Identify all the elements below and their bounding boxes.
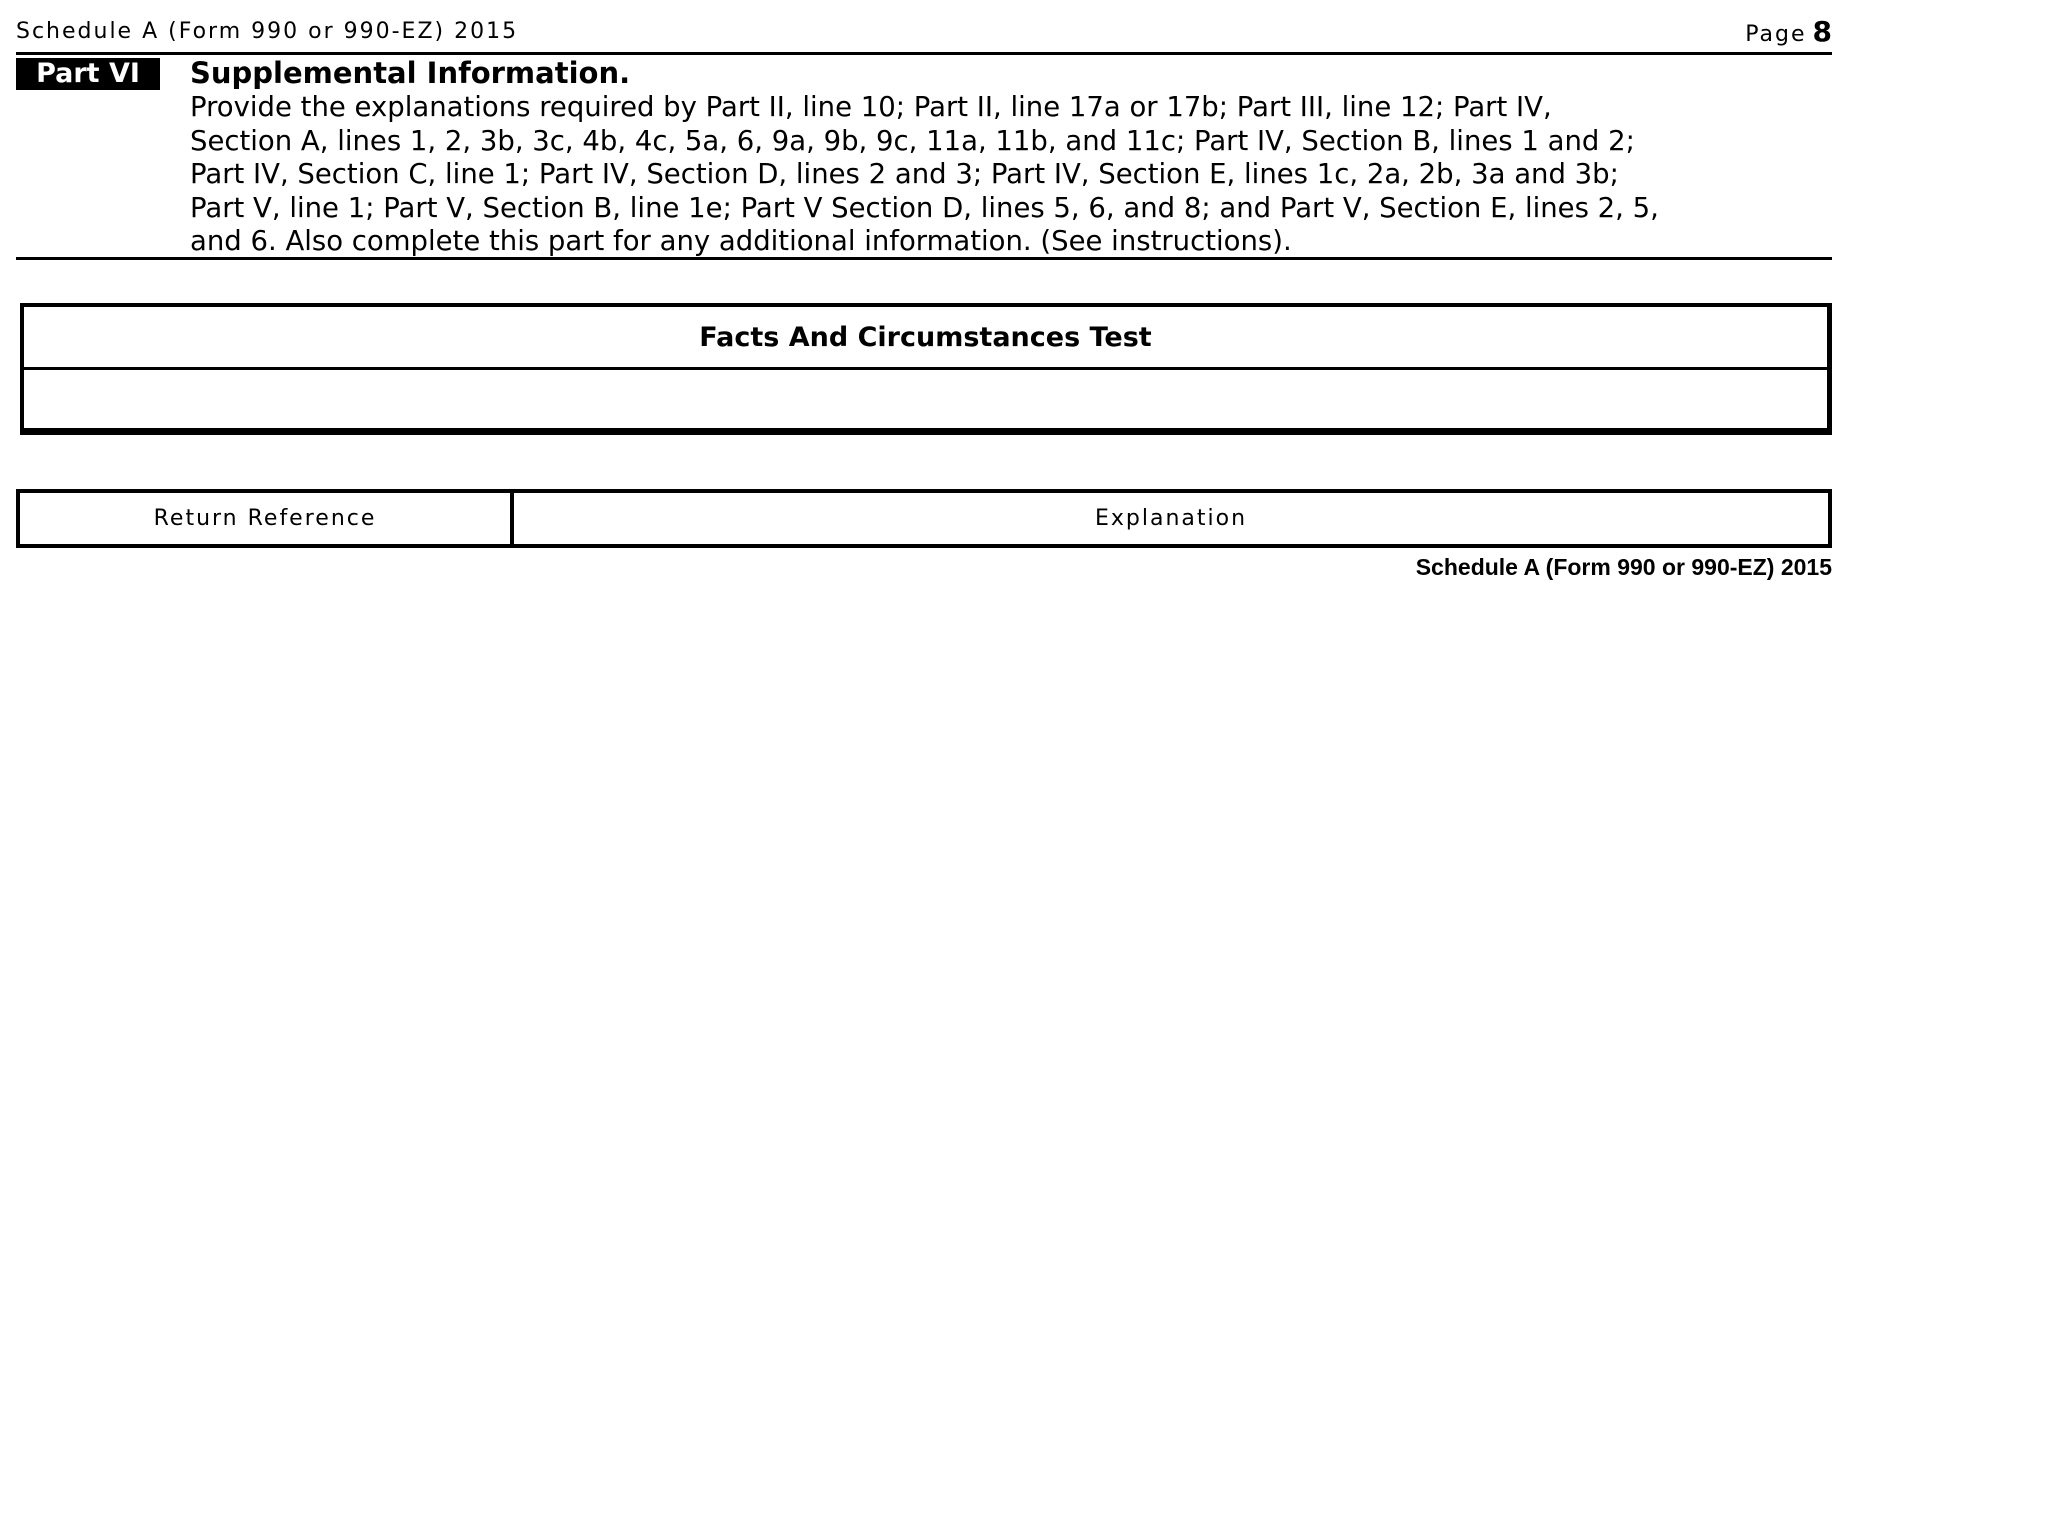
section-rule <box>16 257 1832 260</box>
form-footer-title: Schedule A (Form 990 or 990-EZ) 2015 <box>1415 554 1832 580</box>
facts-box-title: Facts And Circumstances Test <box>699 322 1152 353</box>
instruction-line: and 6. Also complete this part for any additional information. (See instructions). <box>190 225 1292 257</box>
page-indicator <box>1740 15 1832 50</box>
page-number: 8 <box>1812 15 1832 48</box>
form-header-title: Schedule A (Form 990 or 990-EZ) 2015 <box>16 19 519 44</box>
facts-circumstances-box <box>20 303 1832 435</box>
facts-box-body <box>24 370 1827 428</box>
instruction-line: Section A, lines 1, 2, 3b, 3c, 4b, 4c, 5a, 6, 9a, 9b, 9c, 11a, 11b, and 11c; Part IV, Section B, lines 1 and 2; <box>190 124 1635 157</box>
part-title: Supplemental Information. <box>190 56 631 90</box>
instruction-line: Part IV, Section C, line 1; Part IV, Section D, lines 2 and 3; Part IV, Section E, lines 1c, 2a, 2b, 3a and 3b; <box>190 158 1619 190</box>
instruction-line: Provide the explanations required by Part II, line 10; Part II, line 17a or 17b; Part III, line 12; Part IV, <box>190 91 1552 123</box>
instruction-line: Part V, line 1; Part V, Section B, line 1e; Part V Section D, lines 5, 6, and 8; and Part V, Section E, lines 2, 5, <box>190 191 1659 224</box>
part-badge: Part VI <box>16 58 160 90</box>
part-instructions <box>190 91 1840 259</box>
return-reference-column-header: Return Reference <box>20 493 514 544</box>
page-label: Page <box>1745 22 1807 47</box>
explanation-table-header <box>16 489 1832 548</box>
explanation-column-header: Explanation <box>1094 506 1248 531</box>
header-rule <box>16 52 1832 55</box>
